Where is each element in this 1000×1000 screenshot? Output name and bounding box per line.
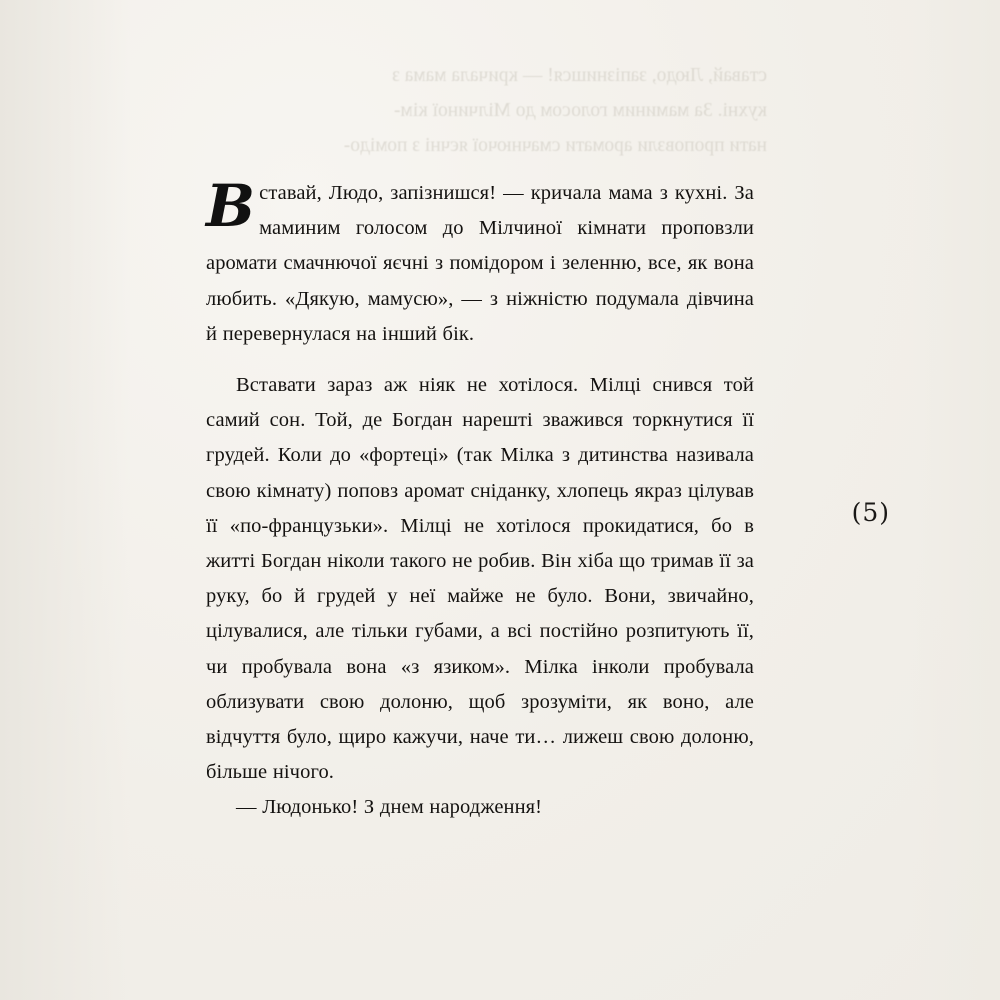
paragraph-1-text: ставай, Людо, запізнишся! — кричала мама з кухні. За маминим голосом до Мілчиної кімнати проповзли аромати смачнючої яєчні з помідором і зеленню, все, як вона любить. «Дякую, мамусю», — з ніжністю подумала дівчина й перевернулася на інший бік. [206, 182, 754, 345]
drop-cap: В [206, 172, 256, 240]
show-through-line: кухні. За маминим голосом до Мілчиної кім- [393, 100, 767, 121]
paragraph-1 [206, 172, 754, 352]
show-through-text [222, 58, 767, 163]
body-text [206, 172, 754, 826]
paragraph-3: — Людонько! З днем народження! [236, 796, 543, 819]
show-through-line: нати проповзли аромати смачнючої яєчні з помідо- [343, 135, 767, 156]
paragraph-2: Вставати зараз аж ніяк не хотілося. Мілці снився той самий сон. Той, де Богдан нарешті зважився торкнутися її грудей. Коли до «фортеці» (так Мілка з дитинства називала свою кімнату) поповз аромат сніданку, хлопець якраз цілував її «по-французьки». Мілці не хотілося прокидатися, бо в житті Богдан ніколи такого не робив. Він хіба що тримав її за руку, бо й грудей у неї майже не було. Вони, звичайно, цілувалися, але тільки губами, а всі постійно розпитують її, чи пробувала вона «з язиком». Мілка інколи пробувала облизувати свою долоню, щоб зрозуміти, як воно, але відчуття було, щиро кажучи, наче ти… лижеш свою долоню, більше нічого. [206, 374, 754, 784]
show-through-line: ставай, Людо, запізнишся! — кричала мама з [392, 65, 767, 86]
page-number: (5) [851, 498, 890, 527]
